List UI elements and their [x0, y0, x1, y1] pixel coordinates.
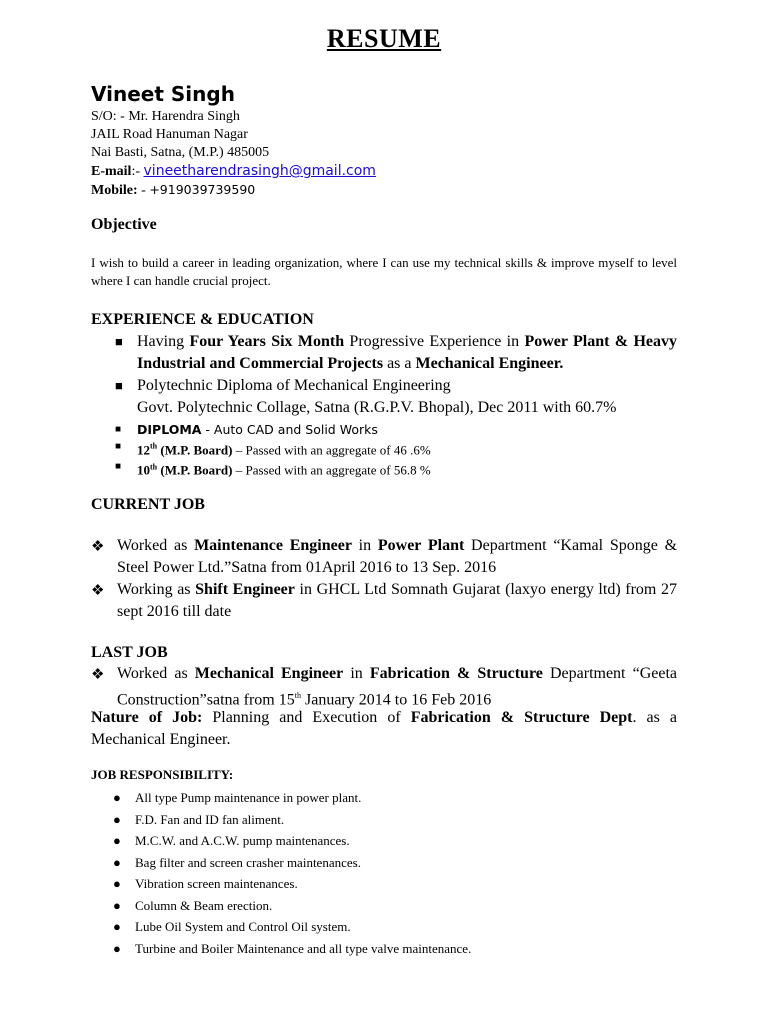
experience-item: ■ Having Four Years Six Month Progressive Experience in Power Plant & Heavy Industrial and Commercial Projects as a Mechanical Engineer.	[115, 333, 678, 372]
parent-name: S/O: - Mr. Harendra Singh	[91, 109, 240, 124]
current-job-item: ❖ Worked as Maintenance Engineer in Power Plant Department “Kamal Sponge & Steel Power Ltd.”Satna from 01April 2016 to 13 Sep. 2016	[91, 537, 678, 576]
square-bullet-icon: ■	[115, 441, 122, 452]
objective-text: I wish to build a career in leading organization, where I can use my technical skills & improve myself to level where I can handle crucial project.	[91, 255, 677, 288]
resume-title: RESUME	[326, 24, 442, 53]
responsibility-item: ● Column & Beam erection.	[91, 895, 677, 917]
tenth-item: ■ 10th (M.P. Board) – Passed with an aggregate of 56.8 %	[91, 458, 677, 478]
last-job-item: ❖ Worked as Mechanical Engineer in Fabrication & Structure Department “Geeta Construction”satna from 15th January 2014 to 16 Feb 2016	[91, 665, 678, 709]
mobile-row	[91, 181, 376, 200]
square-bullet-icon: ■	[115, 461, 122, 473]
dot-bullet-icon: ●	[113, 940, 121, 956]
objective-heading: Objective	[91, 216, 157, 233]
dot-bullet-icon: ●	[113, 854, 121, 870]
current-job-item: ❖ Working as Shift Engineer in GHCL Ltd Somnath Gujarat (laxyo energy ltd) from 27 sept 2016 till date	[91, 581, 677, 620]
nature-of-job: Nature of Job: Planning and Execution of Fabrication & Structure Dept. as a Mechanical Engineer.	[91, 709, 678, 748]
twelfth-item: ■ 12th (M.P. Board) – Passed with an aggregate of 46 .6%	[91, 438, 677, 458]
education-item: ■ Polytechnic Diploma of Mechanical Engineering Govt. Polytechnic Collage, Satna (R.G.P.V. Bhopal), Dec 2011 with 60.7%	[115, 377, 617, 416]
diamond-bullet-icon: ❖	[91, 667, 105, 683]
candidate-name: Vineet Singh	[91, 82, 235, 106]
responsibility-heading: JOB RESPONSIBILITY:	[91, 767, 234, 782]
responsibility-item: ● Turbine and Boiler Maintenance and all type valve maintenance.	[91, 938, 677, 960]
responsibility-item: ● M.C.W. and A.C.W. pump maintenances.	[91, 830, 677, 852]
dot-bullet-icon: ●	[113, 897, 121, 913]
square-bullet-icon: ■	[115, 334, 123, 349]
current-job-heading: CURRENT JOB	[91, 496, 205, 513]
mobile-label: Mobile:	[91, 183, 138, 198]
address-block	[91, 108, 376, 200]
responsibility-list	[91, 787, 677, 959]
experience-heading: EXPERIENCE & EDUCATION	[91, 311, 314, 328]
current-job-list	[91, 535, 677, 623]
dot-bullet-icon: ●	[113, 790, 121, 805]
square-bullet-icon: ■	[115, 378, 123, 393]
responsibility-item: ● All type Pump maintenance in power plant.	[91, 787, 677, 809]
dot-bullet-icon: ●	[113, 833, 121, 848]
diamond-bullet-icon: ❖	[91, 539, 105, 555]
address-line-1: JAIL Road Hanuman Nagar	[91, 127, 248, 142]
address-line-2: Nai Basti, Satna, (M.P.) 485005	[91, 145, 270, 160]
responsibility-item: ● F.D. Fan and ID fan aliment.	[91, 809, 677, 831]
diploma-item: ■ DIPLOMA - Auto CAD and Solid Works	[115, 422, 378, 437]
last-job-heading: LAST JOB	[91, 644, 168, 661]
email-row	[91, 162, 376, 181]
square-bullet-icon: ■	[115, 424, 122, 435]
diamond-bullet-icon: ❖	[91, 583, 105, 599]
experience-list	[91, 331, 677, 479]
email-label: E-mail	[91, 164, 132, 179]
responsibility-item: ● Lube Oil System and Control Oil system.	[91, 916, 677, 938]
mobile-number: +919039739590	[149, 182, 256, 197]
mobile-separator: -	[137, 183, 150, 198]
email-separator: :-	[131, 164, 144, 179]
responsibility-item: ● Vibration screen maintenances.	[91, 873, 677, 895]
email-link[interactable]: vineetharendrasingh@gmail.com	[143, 163, 376, 179]
dot-bullet-icon: ●	[113, 876, 121, 891]
dot-bullet-icon: ●	[113, 811, 121, 827]
last-job-list	[91, 663, 677, 711]
dot-bullet-icon: ●	[113, 919, 121, 934]
responsibility-item: ● Bag filter and screen crasher maintenances.	[91, 852, 677, 874]
